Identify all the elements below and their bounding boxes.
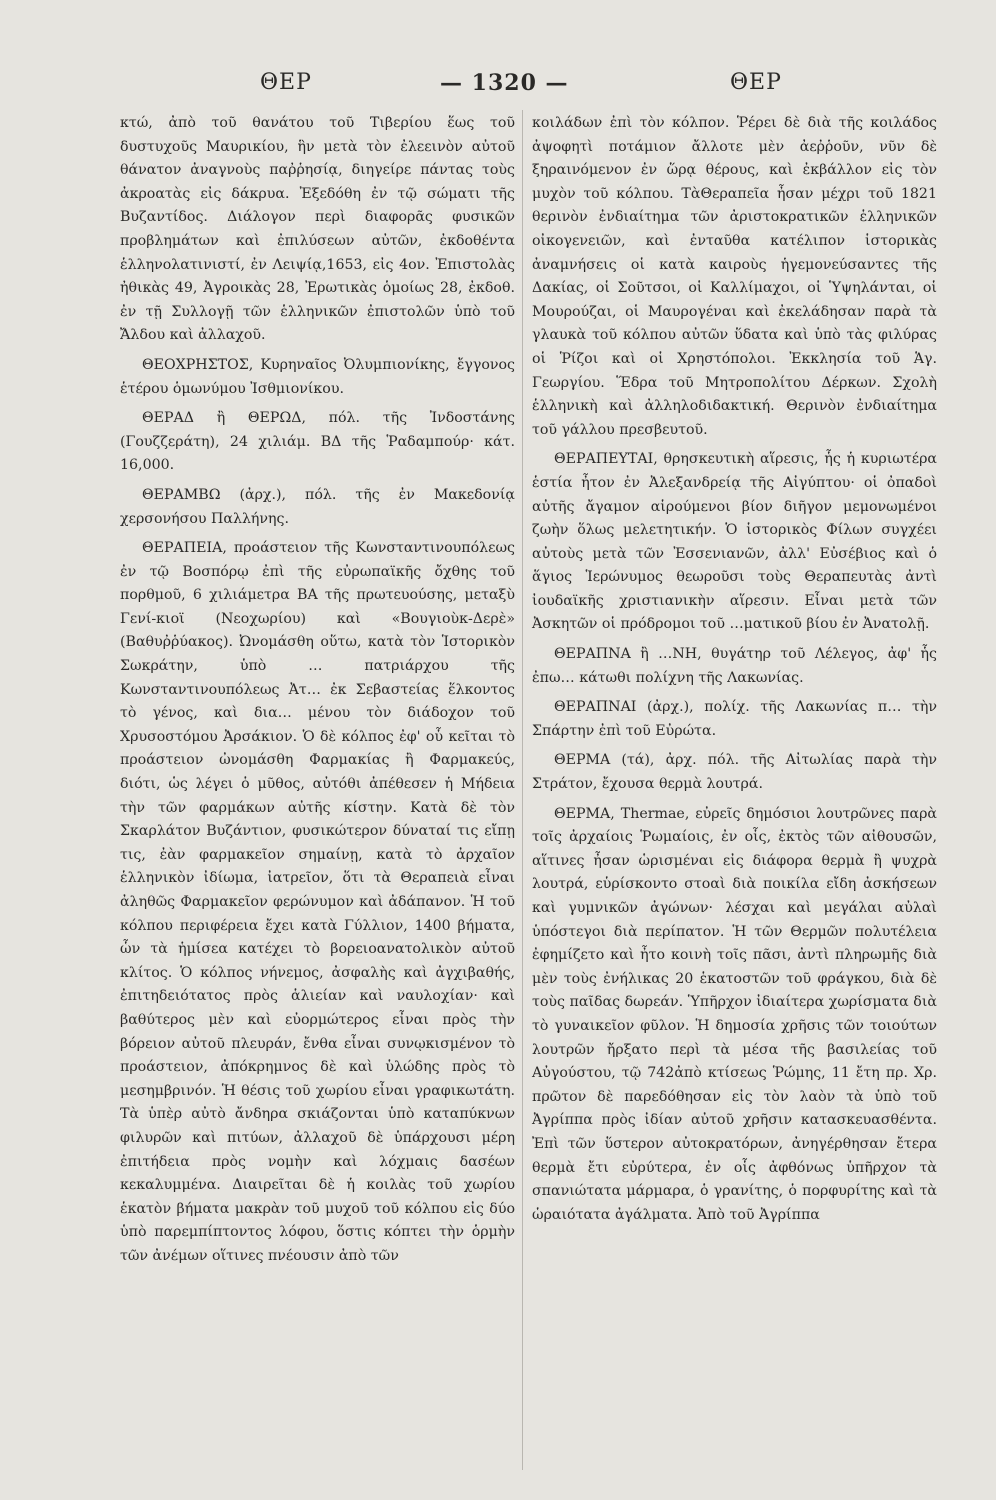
entry-paragraph: ΘΕΡΑΠΝΑΙ (ἀρχ.), πολίχ. τῆς Λακωνίας π… τὴν Σπάρτην ἐπὶ τοῦ Εὐρώτα. (532, 699, 937, 739)
entry-paragraph: ΘΕΡΑΠΕΙΑ, προάστειον τῆς Κωνσταντινουπόλεως ἐν τῷ Βοσπόρῳ ἐπὶ τῆς εὐρωπαϊκῆς ὄχθης τοῦ πορθμοῦ, 6 χιλιάμετρα ΒΑ τῆς πρωτευούσης, μεταξὺ Γενί-κιοϊ (Νεοχωρίου) καὶ «Βουγιοὺκ-Δερὲ» (Βαθυῤῥύακος). Ὠνομάσθη οὕτω, κατὰ τὸν Ἱστορικὸν Σωκράτην, ὑπὸ … πατριάρχου τῆς Κωνσταντινουπόλεως Ἀτ… ἐκ Σεβαστείας ἕλκοντος τὸ γένος, καὶ δια… μένου τὸν διάδοχον τοῦ Χρυσοστόμου Ἀρσάκιον. Ὁ δὲ κόλπος ἐφ' οὗ κεῖται τὸ προάστειον ὠνομάσθη Φαρμακίας ἢ Φαρμακεύς, διότι, ὡς λέγει ὁ μῦθος, αὐτόθι ἀπέθεσεν ἡ Μήδεια τὴν τῶν φαρμάκων αὐτῆς κίστην. Κατὰ δὲ τὸν Σκαρλάτον Βυζάντιον, φυσικώτερον δύναταί τις εἴπῃ τις, ἐὰν φαρμακεῖον σημαίνῃ, κατὰ τὸ ἀρχαῖον ἑλληνικὸν ἰδίωμα, ἰατρεῖον, ὅτι τὰ Θεραπειὰ εἶναι ἀληθῶς Φαρμακεῖον φερώνυμον καὶ ἀδάπανον. Ἡ τοῦ κόλπου περιφέρεια ἔχει κατὰ Γύλλιον, 1400 βήματα, ὧν τὰ ἡμίσεα κατέχει τὸ βορειοανατολικὸν αὐτοῦ κλίτος. Ὁ κόλπος νήνεμος, ἀσφαλὴς καὶ ἀγχιβαθής, ἐπιτηδειότατος πρὸς ἁλιείαν καὶ ναυλοχίαν· καὶ βαθύτερος μὲν καὶ εὐορμώτερος εἶναι πρὸς τὴν βόρειον αὐτοῦ πλευράν, ἔνθα εἶναι συνῳκισμένον τὸ προάστειον, ἀπόκρημνος δὲ καὶ ὑλώδης πρὸς τὸ μεσημβρινόν. Ἡ θέσις τοῦ χωρίου εἶναι γραφικωτάτη. Τὰ ὑπὲρ αὐτὸ ἄνδηρα σκιάζονται ὑπὸ καταπύκνων φιλυρῶν καὶ πιτύων, ἀλλαχοῦ δὲ ὑπάρχουσι μέρη ἐπιτήδεια πρὸς νομὴν καὶ λόχμαις δασέων κεκαλυμμένα. Διαιρεῖται δὲ ἡ κοιλὰς τοῦ χωρίου ἑκατὸν βήματα μακρὰν τοῦ μυχοῦ τοῦ κόλπου εἰς δύο ὑπὸ παρεμπίπτοντος λόφου, ὅστις κόπτει τὴν ὁρμὴν τῶν ἀνέμων οἵτινες πνέουσιν ἀπὸ τῶν (120, 540, 515, 1264)
header-right-keyword: ΘΕΡ (730, 70, 782, 95)
left-column (120, 112, 515, 1275)
page-number: — 1320 — (440, 70, 569, 96)
column-divider (522, 110, 523, 1470)
entry-paragraph: ΘΕΡΜΑ, Thermae, εὐρεῖς δημόσιοι λουτρῶνες παρὰ τοῖς ἀρχαίοις Ῥωμαίοις, ἐν οἷς, ἐκτὸς τῶν αἰθουσῶν, αἵτινες ἦσαν ὡρισμέναι εἰς διάφορα θερμὰ ἢ ψυχρὰ λουτρά, εὑρίσκοντο στοαὶ διὰ ποικίλα εἴδη ἀσκήσεων καὶ γυμνικῶν ἀγώνων· λέσχαι καὶ μεγάλαι αὐλαὶ ὑπόστεγοι διὰ περίπατον. Ἡ τῶν Θερμῶν πολυτέλεια ἐφημίζετο καὶ ἦτο κοινὴ τοῖς πᾶσι, ἀντὶ πληρωμῆς διὰ μὲν τοὺς ἐνήλικας 20 ἑκατοστῶν τοῦ φράγκου, διὰ δὲ τοὺς παῖδας δωρεάν. Ὑπῆρχον ἰδιαίτερα χωρίσματα διὰ τὸ γυναικεῖον φῦλον. Ἡ δημοσία χρῆσις τῶν τοιούτων λουτρῶν ἤρξατο περὶ τὰ μέσα τῆς βασιλείας τοῦ Αὐγούστου, τῷ 742ἀπὸ κτίσεως Ῥώμης, 11 ἔτη πρ. Χρ. πρῶτον δὲ παρεδόθησαν εἰς τὸν λαὸν τὰ ὑπὸ τοῦ Ἀγρίππα πρὸς ἰδίαν αὐτοῦ χρῆσιν κατασκευασθέντα. Ἐπὶ τῶν ὕστερον αὐτοκρατόρων, ἀνηγέρθησαν ἔτερα θερμὰ ἔτι εὐρύτερα, ἐν οἷς ἀφθόνως ὑπῆρχον τὰ σπανιώτατα μάρμαρα, ὁ γρανίτης, ὁ πορφυρίτης καὶ τὰ ὡραιότατα ἀγάλματα. Ἀπὸ τοῦ Ἀγρίππα (532, 805, 937, 1223)
entry-paragraph: ΘΕΡΑΔ ἢ ΘΕΡΩΔ, πόλ. τῆς Ἰνδοστάνης (Γουζζεράτη), 24 χιλιάμ. ΒΔ τῆς Ῥαδαμπούρ· κάτ. 16,000. (120, 410, 515, 474)
page-header (110, 70, 950, 110)
header-left-keyword: ΘΕΡ (260, 70, 312, 95)
entry-paragraph: κτώ, ἀπὸ τοῦ θανάτου τοῦ Τιβερίου ἕως τοῦ δυστυχοῦς Μαυρικίου, ἣν μετὰ τὸν ἐλεεινὸν αὐτοῦ θάνατον ἀναγνοὺς παῤῥησίᾳ, διηγείρε πάντας τοὺς ἀκροατὰς εἰς δάκρυα. Ἐξεδόθη ἐν τῷ σώματι τῆς Βυζαντίδος. Διάλογον περὶ διαφορᾶς φυσικῶν προβλημάτων καὶ ἐπιλύσεων αὐτῶν, ἐκδοθέντα ἑλληνολατινιστί, ἐν Λειψίᾳ,1653, εἰς 4ον. Ἐπιστολὰς ἠθικὰς 49, Ἀγροικὰς 28, Ἐρωτικὰς ὁμοίως 28, ἐκδοθ. ἐν τῇ Συλλογῇ τῶν ἑλληνικῶν ἐπιστολῶν ὑπὸ τοῦ Ἄλδου καὶ ἀλλαχοῦ. (120, 115, 515, 344)
entry-paragraph: ΘΕΡΑΜΒΩ (ἀρχ.), πόλ. τῆς ἐν Μακεδονίᾳ χερσονήσου Παλλήνης. (120, 486, 515, 527)
entry-paragraph: κοιλάδων ἐπὶ τὸν κόλπον. Ῥέρει δὲ διὰ τῆς κοιλάδος ἀψοφητὶ ποτάμιον ἄλλοτε μὲν ἀεῤῥοῦν, νῦν δὲ ξηραινόμενον ἐν ὥρᾳ θέρους, καὶ ἐκβάλλον εἰς τὸν μυχὸν τοῦ κόλπου. ΤὰΘεραπεῖα ἦσαν μέχρι τοῦ 1821 θερινὸν ἐνδιαίτημα τῶν ἀριστοκρατικῶν ἑλληνικῶν οἰκογενειῶν, καὶ ἐνταῦθα κατέλιπον ἱστορικὰς ἀναμνήσεις οἱ κατὰ καιροὺς ἡγεμονεύσαντες τῆς Δακίας, οἱ Σοῦτσοι, οἱ Καλλίμαχοι, οἱ Ὑψηλάνται, οἱ Μουρούζαι, οἱ Μαυρογέναι καὶ ἐκελάδησαν παρὰ τὰ γλαυκὰ τοῦ κόλπου αὐτῶν ὕδατα καὶ ὑπὸ τὰς φιλύρας οἱ Ῥίζοι καὶ οἱ Χρηστόπολοι. Ἐκκλησία τοῦ Ἁγ. Γεωργίου. Ἕδρα τοῦ Μητροπολίτου Δέρκων. Σχολὴ ἑλληνικὴ καὶ ἀλληλοδιδακτική. Θερινὸν ἐνδιαίτημα τοῦ γάλλου πρεσβευτοῦ. (532, 115, 937, 438)
right-column (532, 112, 937, 1233)
entry-paragraph: ΘΕΡΑΠΕΥΤΑΙ, θρησκευτικὴ αἵρεσις, ἧς ἡ κυριωτέρα ἑστία ἦτον ἐν Ἀλεξανδρείᾳ τῆς Αἰγύπτου· οἱ ὀπαδοὶ αὐτῆς ἄγαμον αἱρούμενοι βίον διῆγον μεμονωμένοι ζωὴν ὅλως μελετητικήν. Ὁ ἱστορικὸς Φίλων συγχέει αὐτοὺς μετὰ τῶν Ἐσσενιανῶν, ἀλλ' Εὐσέβιος καὶ ὁ ἅγιος Ἱερώνυμος θεωροῦσι τοὺς Θεραπευτὰς ἀντὶ ἰουδαϊκῆς χριστιανικὴν αἵρεσιν. Εἶναι μετὰ τῶν Ἀσκητῶν οἱ πρόδρομοι τοῦ …ματικοῦ βίου ἐν Ἀνατολῇ. (532, 451, 937, 633)
entry-paragraph: ΘΕΟΧΡΗΣΤΟΣ, Κυρηναῖος Ὀλυμπιονίκης, ἔγγονος ἑτέρου ὁμωνύμου Ἰσθμιονίκου. (120, 356, 515, 397)
entry-paragraph: ΘΕΡΜΑ (τά), ἀρχ. πόλ. τῆς Αἰτωλίας παρὰ τὴν Στράτον, ἔχουσα θερμὰ λουτρά. (532, 752, 937, 793)
entry-paragraph: ΘΕΡΑΠΝΑ ἢ …ΝΗ, θυγάτηρ τοῦ Λέλεγος, ἀφ' ἧς ἐπω… κάτωθι πολίχνη τῆς Λακωνίας. (532, 646, 937, 686)
